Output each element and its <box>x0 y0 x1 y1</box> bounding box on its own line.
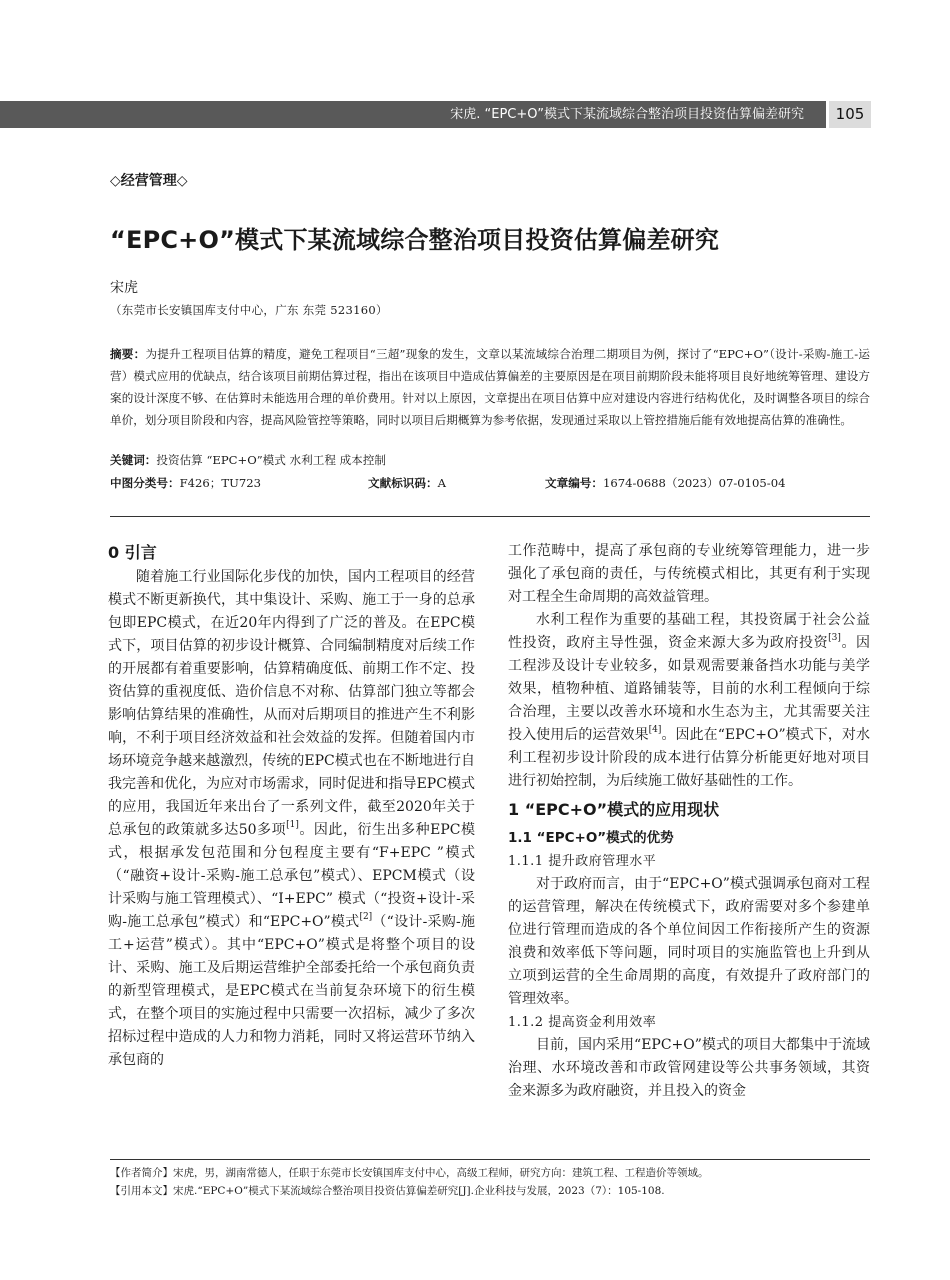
citation-2: [2] <box>359 912 373 922</box>
paragraph-1-part-a: 随着施工行业国际化步伐的加快，国内工程项目的经营模式不断更新换代，其中集设计、采购、施工于一身的总承包即EPC模式，在近20年内得到了广泛的普及。在EPC模式下，项目估算的初步设计概算、合同编制精度对后续工作的开展都有着重要影响，估算精确度低、前期工作不定、投资估算的重视度低、造价信息不对称、估算部门独立等都会影响估算结果的准确性，从而对后期项目的推进产生不利影响，不利于项目经济效益和社会效益的发挥。但随着国内市场环境竞争越来越激烈，传统的EPC模式也在不断地进行自我完善和优化，为应对市场需求，同时促进和指导EPC模式的应用，我国近年来出台了一系列文件，截至2020年关于总承包的政策就多达50多项 <box>108 569 475 838</box>
author-bio: 【作者简介】宋虎，男，湖南常德人，任职于东莞市长安镇国库支付中心，高级工程师，研究方向：建筑工程、工程造价等领域。 <box>110 1167 709 1179</box>
abstract-label: 摘要： <box>110 347 146 361</box>
paragraph-4: 目前，国内采用“EPC+O”模式的项目大都集中于流域治理、水环境改善和市政管网建设等公共事务领域，其资金来源多为政府融资，并且投入的资金 <box>508 1037 870 1099</box>
author-affiliation: （东莞市长安镇国库支付中心，广东 东莞 523160） <box>110 303 388 317</box>
right-column <box>508 540 870 1103</box>
article-no-text: 1674-0688（2023）07-0105-04 <box>602 476 786 490</box>
doc-code-text: A <box>437 476 446 490</box>
clc-label: 中图分类号： <box>110 476 180 490</box>
section-tag: ◇经营管理◇ <box>110 173 188 189</box>
author-name: 宋虎 <box>110 280 138 296</box>
heading-section-1: 1 “EPC+O”模式的应用现状 <box>508 800 720 819</box>
citation-4: [4] <box>648 725 662 735</box>
heading-introduction: 0 引言 <box>108 543 157 562</box>
citation-3: [3] <box>828 633 841 643</box>
paragraph-1-part-c: （“设计-采购-施工+运营”模式）。其中“EPC+O”模式是将整个项目的设计、采购、施工及后期运营维护全部委托给一个承包商负责的新型管理模式，是EPC模式在当前复杂环境下的衍生模式，在整个项目的实施过程中只需要一次招标，减少了多次招标过程中造成的人力和物力消耗，同时又将运营环节纳入承包商的 <box>108 914 476 1068</box>
paragraph-2-part-b: 。因工程涉及设计专业较多，如景观需要兼备挡水功能与美学效果，植物种植、道路铺装等，目前的水利工程倾向于综合治理，主要以改善水环境和水生态为主，尤其需要关注投入使用后的运营效果 <box>508 635 871 743</box>
divider-top <box>110 516 870 517</box>
paragraph-3: 对于政府而言，由于“EPC+O”模式强调承包商对工程的运营管理，解决在传统模式下，政府需要对多个参建单位进行管理而造成的各个单位间因工作衔接所产生的资源浪费和效率低下等问题，同时项目的实施监管也上升到从立项到运营的全生命周期的高度，有效提升了政府部门的管理效率。 <box>508 876 870 1007</box>
paragraph-2 <box>508 609 870 793</box>
paragraph-1 <box>108 566 475 1072</box>
heading-section-1-1: 1.1 “EPC+O”模式的优势 <box>508 830 674 846</box>
running-header: 宋虎. “EPC+O”模式下某流域综合整治项目投资估算偏差研究 <box>0 101 826 128</box>
abstract-text: 为提升工程项目估算的精度，避免工程项目“三超”现象的发生，文章以某流域综合治理二期项目为例，探讨了“EPC+O”（设计-采购-施工-运营）模式应用的优缺点，结合该项目前期估算过程，指出在该项目中造成估算偏差的主要原因是在项目前期阶段未能将项目良好地统筹管理、建设方案的设计深度不够、在估算时未能选用合理的单价费用。针对以上原因，文章提出在项目估算中应对建设内容进行结构优化，及时调整各项目的综合单价，划分项目阶段和内容，提高风险管控等策略，同时以项目后期概算为参考依据，发现通过采取以上管控措施后能有效地提高估算的准确性。 <box>110 347 870 427</box>
heading-section-1-1-2: 1.1.2 提高资金利用效率 <box>508 1015 657 1030</box>
citation-info: 【引用本文】宋虎.“EPC+O”模式下某流域综合整治项目投资估算偏差研究[J].企业科技与发展，2023（7）：105-108. <box>110 1185 665 1197</box>
article-no-label: 文章编号： <box>545 476 603 490</box>
keywords-label: 关键词： <box>110 453 157 467</box>
heading-section-1-1-1: 1.1.1 提升政府管理水平 <box>508 854 657 869</box>
paragraph-2-part-c: 。因此在“EPC+O”模式下，对水利工程初步设计阶段的成本进行估算分析能更好地对项目进行初始控制，为后续施工做好基础性的工作。 <box>508 727 870 789</box>
doc-code-label: 文献标识码： <box>368 476 438 490</box>
paragraph-1-continued: 工作范畴中，提高了承包商的专业统筹管理能力，进一步强化了承包商的责任，与传统模式相比，其更有利于实现对工程全生命周期的高效益管理。 <box>508 543 870 605</box>
divider-bottom <box>110 1159 870 1160</box>
clc-text: F426；TU723 <box>179 476 261 490</box>
footnotes <box>110 1164 870 1200</box>
paragraph-2-part-a: 水利工程作为重要的基础工程，其投资属于社会公益性投资，政府主导性强，资金来源大多为政府投资 <box>508 612 870 651</box>
paragraph-1-part-b: 。因此，衍生出多种EPC模式，根据承发包范围和分包程度主要有“F+EPC ”模式（“融资+设计-采购-施工总承包”模式）、EPCM模式（设计采购与施工管理模式）、“I+EPC” 模式（“投资+设计-采购-施工总承包”模式）和“EPC+O”模式 <box>108 822 475 930</box>
citation-1: [1] <box>286 820 299 830</box>
article-number <box>545 475 785 491</box>
article-title: “EPC+O”模式下某流域综合整治项目投资估算偏差研究 <box>110 226 720 254</box>
keywords <box>110 452 386 468</box>
left-column <box>108 540 475 1072</box>
clc-number <box>110 475 261 491</box>
document-code <box>368 475 446 491</box>
page-number: 105 <box>829 101 871 128</box>
abstract <box>110 343 870 431</box>
keywords-text: 投资估算 “EPC+O”模式 水利工程 成本控制 <box>156 453 386 467</box>
